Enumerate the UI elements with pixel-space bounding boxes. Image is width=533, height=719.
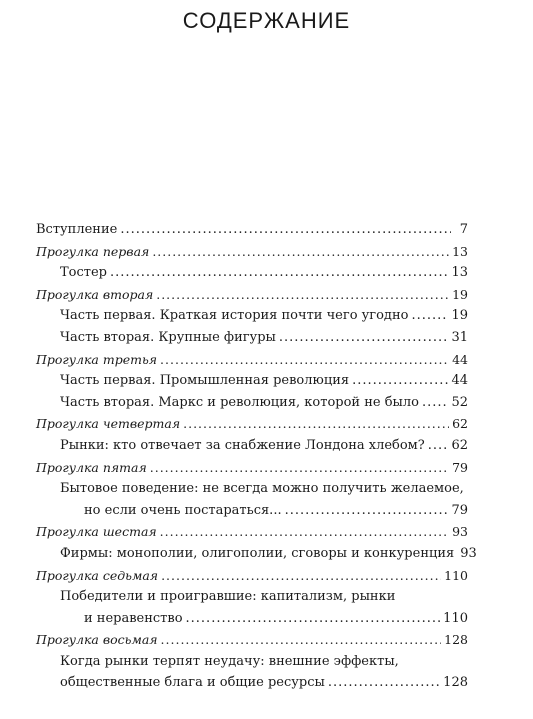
toc-entry-title: и неравенство (84, 610, 183, 626)
dot-leader (161, 565, 441, 587)
toc-part-page: 110 (444, 567, 468, 583)
toc-entry-page: 110 (443, 610, 468, 626)
toc-entry (36, 262, 468, 284)
toc-part-title: Прогулка четвертая (36, 416, 181, 432)
dot-leader (328, 672, 440, 694)
toc-entry-title: но если очень постараться... (84, 502, 282, 518)
toc-part-page: 13 (452, 243, 468, 259)
toc-part-page: 128 (444, 632, 468, 648)
toc-entry (36, 543, 477, 565)
toc-entry-first-line: Победители и проигравшие: капитализм, рынки (60, 589, 396, 605)
toc-entry-title: общественные блага и общие ресурсы (60, 675, 325, 691)
toc-part-title: Прогулка вторая (36, 286, 154, 302)
toc-entry-title: Вступление (36, 222, 118, 237)
toc-part-title: Прогулка восьмая (36, 632, 158, 648)
toc-entry (36, 500, 468, 522)
toc-part-page: 19 (452, 286, 468, 302)
toc-entry (36, 305, 468, 327)
toc-entry (36, 370, 468, 392)
dot-leader (279, 327, 449, 349)
toc-part (36, 284, 468, 306)
toc-part-title: Прогулка первая (36, 243, 150, 259)
toc-entry (36, 435, 468, 457)
toc-entry-title: Часть вторая. Маркс и революция, которой не было (60, 394, 419, 410)
toc-entry-title: Рынки: кто отвечает за снабжение Лондона хлебом? (60, 437, 425, 453)
toc-entry-title: Фирмы: монополии, олигополии, сговоры и конкуренция (60, 545, 455, 561)
toc-part (36, 565, 468, 587)
toc-part-page: 62 (452, 416, 468, 432)
toc-entry-page: 62 (451, 437, 468, 453)
toc-entry-title: Часть первая. Промышленная революция (60, 373, 350, 389)
table-of-contents (36, 219, 477, 694)
dot-leader (156, 284, 449, 306)
toc-entry-page: 93 (460, 545, 477, 561)
page-title: СОДЕРЖАНИЕ (182, 8, 351, 33)
dot-leader (352, 370, 448, 392)
toc-part (36, 413, 468, 435)
toc-entry-page: 79 (451, 502, 468, 518)
toc-entry (36, 608, 468, 630)
toc-entry (36, 392, 468, 414)
toc-entry-page: 19 (451, 308, 468, 324)
toc-part (36, 241, 468, 263)
toc-part (36, 457, 468, 479)
dot-leader (411, 305, 448, 327)
toc-part-title: Прогулка шестая (36, 524, 157, 540)
dot-leader (152, 241, 449, 263)
dot-leader (120, 219, 451, 241)
toc-part-title: Прогулка седьмая (36, 567, 159, 583)
toc-entry-page: 31 (451, 329, 468, 345)
dot-leader (285, 500, 449, 522)
dot-leader (160, 349, 449, 371)
dot-leader (428, 435, 449, 457)
toc-entry-first-line: Бытовое поведение: не всегда можно получить желаемое, (60, 481, 464, 497)
toc-entry-first-line: Когда рынки терпят неудачу: внешние эффекты, (60, 653, 399, 669)
toc-entry (36, 672, 468, 694)
toc-entry-page: 13 (451, 265, 468, 281)
toc-part-page: 44 (452, 351, 468, 367)
toc-entry-title: Тостер (60, 265, 107, 281)
toc-part (36, 629, 468, 651)
toc-part-title: Прогулка пятая (36, 459, 147, 475)
toc-entry (36, 219, 468, 241)
dot-leader (150, 457, 449, 479)
toc-entry-page: 44 (451, 373, 468, 389)
dot-leader (186, 608, 441, 630)
toc-entry (36, 327, 468, 349)
toc-entry-page: 7 (459, 222, 468, 237)
toc-part-page: 93 (452, 524, 468, 540)
toc-entry-page: 128 (443, 675, 468, 691)
dot-leader (110, 262, 448, 284)
toc-entry-title: Часть первая. Краткая история почти чего угодно (60, 308, 409, 324)
toc-part-title: Прогулка третья (36, 351, 158, 367)
toc-part-page: 79 (452, 459, 468, 475)
dot-leader (160, 521, 449, 543)
dot-leader (183, 413, 449, 435)
dot-leader (161, 629, 442, 651)
dot-leader (422, 392, 448, 414)
toc-entry-title: Часть вторая. Крупные фигуры (60, 329, 276, 345)
toc-part (36, 521, 468, 543)
toc-entry-page: 52 (451, 394, 468, 410)
toc-part (36, 349, 468, 371)
